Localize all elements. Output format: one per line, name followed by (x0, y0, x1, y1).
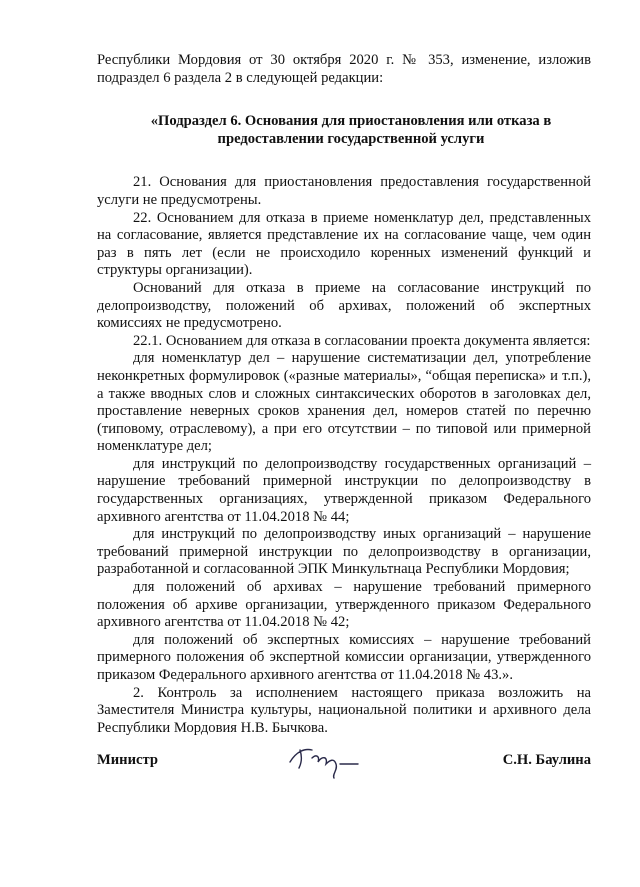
intro-paragraph: Республики Мордовия от 30 октября 2020 г. № 353, изменение, изложив подраздел 6 раздела 2 в следующей редакции: (97, 52, 591, 86)
paragraph-expert-commissions: для положений об экспертных комиссиях – нарушение требований примерного положения об экспертной комиссии организации, утвержденного приказом Федерального архивного агентства от 11.04.2018 № 43.». (97, 631, 591, 683)
section-heading: «Подраздел 6. Основания для приостановления или отказа в предоставлении государственной услуги (150, 113, 552, 147)
paragraph-control: 2. Контроль за исполнением настоящего приказа возложить на Заместителя Министра культуры, национальной политики и архивного дела Республики Мордовия Н.В. Бычкова. (97, 684, 591, 736)
paragraph-other-instructions: для инструкций по делопроизводству иных организаций – нарушение требований примерной инструкции по делопроизводству в организации, разработанной и согласованной ЭПК Минкультнаца Республики Мордовия; (97, 526, 591, 578)
paragraph-no-refusal: Оснований для отказа в приеме на согласование инструкций по делопроизводству, положений об архивах, положений об экспертных комиссиях не предусмотрено. (97, 279, 591, 332)
signature-block (97, 752, 591, 792)
paragraph-21: 21. Основания для приостановления предоставления государственной услуги не предусмотрены. (97, 174, 591, 208)
paragraph-archives: для положений об архивах – нарушение требований примерного положения об архиве организации, утвержденного приказом Федерального архивного агентства от 11.04.2018 № 42; (97, 579, 591, 631)
paragraph-22-1: 22.1. Основанием для отказа в согласовании проекта документа является: (133, 332, 591, 349)
document-body (97, 52, 591, 737)
paragraph-nomenclature: для номенклатур дел – нарушение систематизации дел, употребление неконкретных формулировок («разные материалы», “общая переписка» и т.п.), а также вводных слов и сложных синтаксических оборотов в заголовках дел, проставление неверных сроков хранения дел, номеров статей по перечню (типовому, отраслевому), а при его отсутствии – по типовой или примерной номенклатуре дел; (97, 350, 591, 455)
handwritten-signature (282, 740, 382, 780)
paragraph-state-instructions: для инструкций по делопроизводству государственных организаций – нарушение требований примерной инструкции по делопроизводству в государственных организациях, утвержденной приказом Федерального архивного агентства от 11.04.2018 № 44; (97, 455, 591, 525)
signer-title: Министр (97, 752, 158, 768)
signer-name: С.Н. Баулина (502, 752, 591, 768)
paragraph-22: 22. Основанием для отказа в приеме номенклатур дел, представленных на согласование, является представление их на согласование чаще, чем один раз в пять лет (если не происходило коренных изменений функций и структуры организации). (97, 209, 591, 279)
